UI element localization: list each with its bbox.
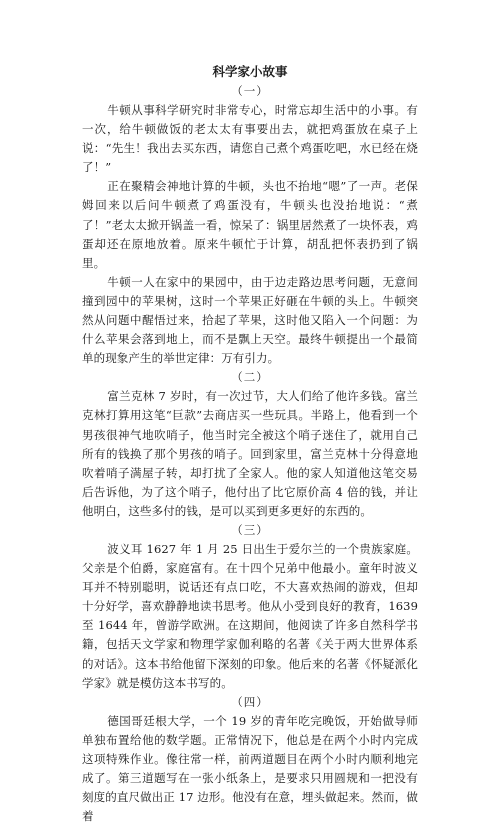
section-3 bbox=[82, 521, 418, 693]
section-heading: （四） bbox=[231, 694, 269, 709]
section-heading: （三） bbox=[231, 522, 269, 537]
section-heading: （一） bbox=[231, 84, 269, 98]
paragraph: 牛顿从事科学研究时非常专心，时常忘却生活中的小事。有一次，给牛顿做饭的老太太有事要出去，就把鸡蛋放在桌子上说：“先生！我出去买东西，请您自己煮个鸡蛋吃吧，水已经在烧了！” bbox=[82, 103, 418, 175]
paragraph: 正在聚精会神地计算的牛顿，头也不抬地“嗯”了一声。老保姆回来以后问牛顿煮了鸡蛋没有，牛顿头也没抬地说：“煮了！”老太太掀开锅盖一看，惊呆了：锅里居然煮了一块怀表，鸡蛋却还在原地放着。原来牛顿忙于计算，胡乱把怀表扔到了锅里。 bbox=[82, 179, 418, 270]
paragraph: 富兰克林 7 岁时，有一次过节，大人们给了他许多钱。富兰克林打算用这笔“巨款”去商店买一些玩具。半路上，他看到一个男孩很神气地吹哨子，他当时完全被这个哨子迷住了，就用自己所有的钱换了那个男孩的哨子。回到家里，富兰克林十分得意地吹着哨子满屋子转，却打扰了全家人。他的家人知道他这笔交易后告诉他，为了这个哨子，他付出了比它原价高 4 倍的钱，并让他明白，这些多付的钱，是可以买到更多更好的东西的。 bbox=[82, 389, 418, 518]
paragraph: 德国哥廷根大学，一个 19 岁的青年吃完晚饭，开始做导师单独布置给他的数学题。正常情况下，他总是在两个小时内完成这项特殊作业。像往常一样，前两道题目在两个小时内顺利地完成了。第三道题写在一张小纸条上，是要求只用圆规和一把没有刻度的直尺做出正 17 边形。他没有在意，埋头做起来。然而，做着 bbox=[82, 713, 418, 824]
section-1 bbox=[82, 82, 418, 368]
document-title: 科学家小故事 bbox=[212, 64, 288, 79]
section-4 bbox=[82, 693, 418, 826]
paragraph: 牛顿一人在家中的果园中，由于边走路边思考问题，无意间撞到园中的苹果树，这时一个苹果正好砸在牛顿的头上。牛顿突然从问题中醒悟过来，拾起了苹果，这时他又陷入一个问题：为什么苹果会落到地上，而不是飘上天空。最终牛顿提出一个最简单的现象产生的举世定律：万有引力。 bbox=[82, 274, 418, 366]
section-heading: （二） bbox=[231, 370, 269, 385]
paragraph: 波义耳 1627 年 1 月 25 日出生于爱尔兰的一个贵族家庭。父亲是个伯爵，家庭富有。在十四个兄弟中他最小。童年时波义耳并不特别聪明，说话还有点口吃，不大喜欢热闹的游戏，但却十分好学，喜欢静静地读书思考。他从小受到良好的教育，1639 至 1644 年，曾游学欧洲。在这期间，他阅读了许多自然科学书籍，包括天文学家和物理学家伽利略的名著《关于两大世界体系的对话》。这本书给他留下深刻的印象。他后来的名著《怀疑派化学家》就是模仿这本书写的。 bbox=[82, 541, 418, 690]
section-2 bbox=[82, 368, 418, 521]
